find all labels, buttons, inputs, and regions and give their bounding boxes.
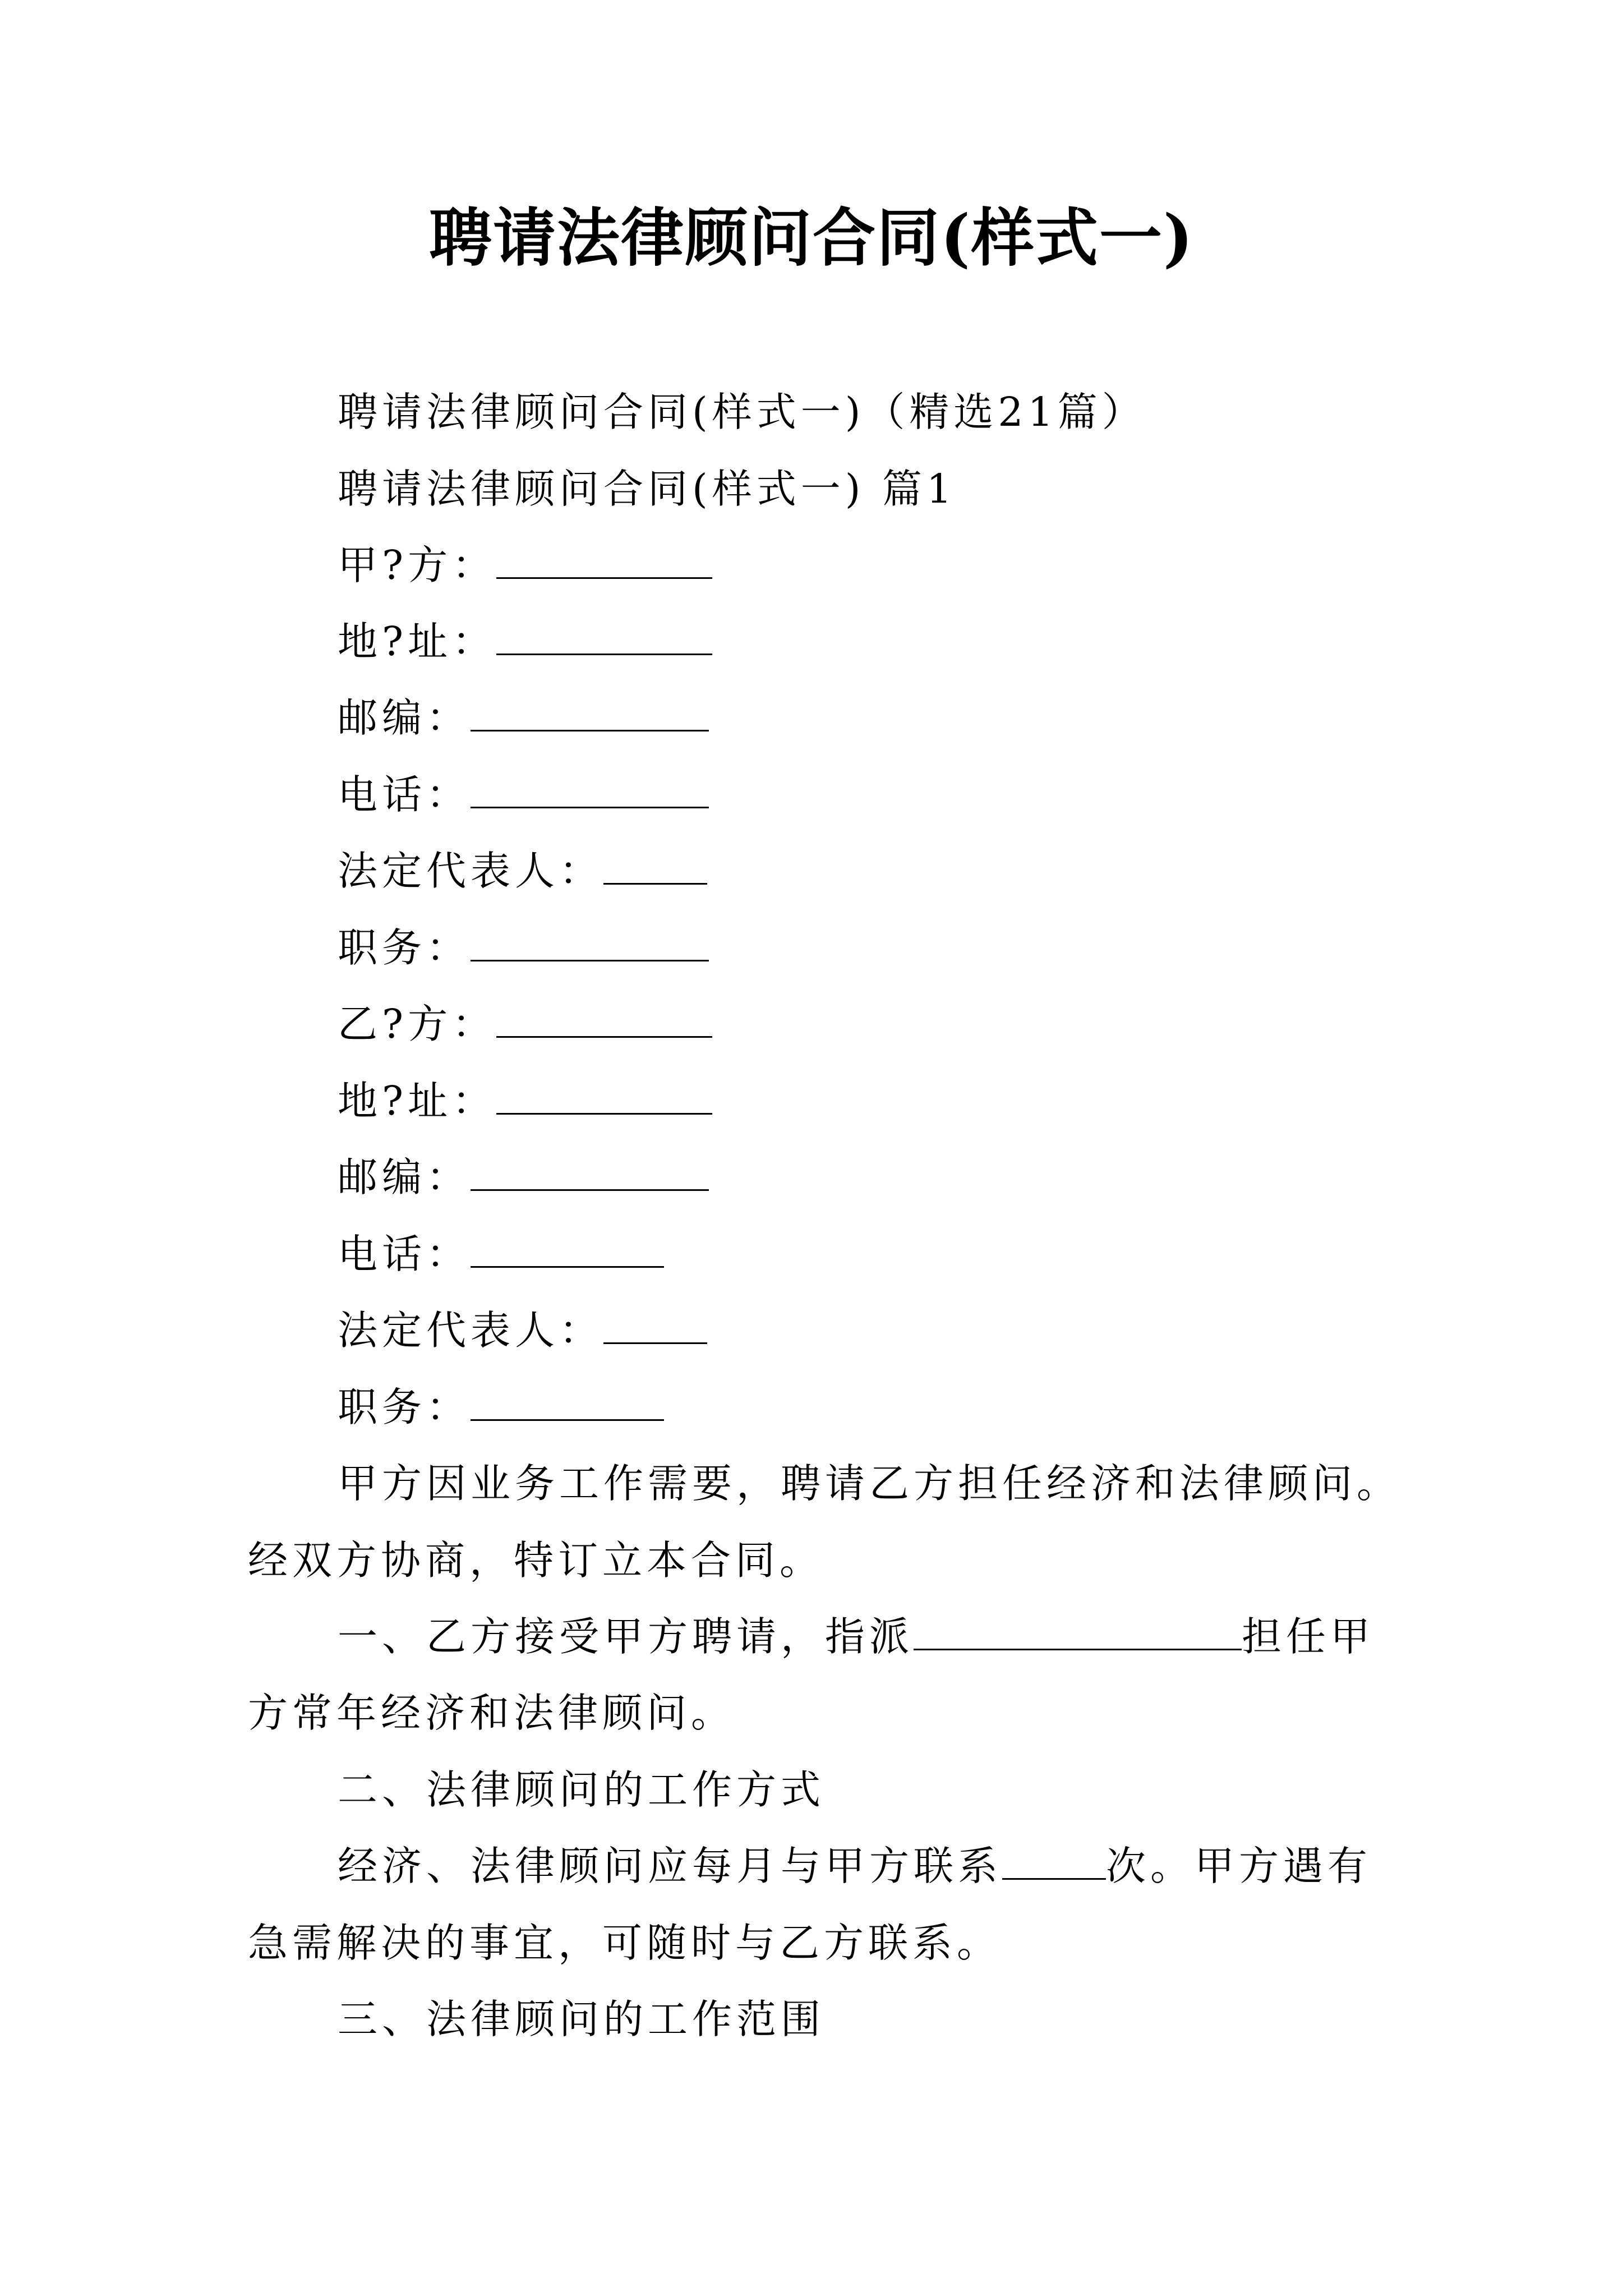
party-a-legal-rep-blank [603,852,707,885]
clause1-text-b: 担任甲 [1242,1613,1375,1660]
party-b-legal-rep-row [338,1303,707,1359]
clause1-line1 [338,1609,1375,1665]
party-b-name-blank [496,1005,712,1038]
party-a-name-blank [496,546,712,579]
party-b-address-label: 地?址： [338,1078,497,1124]
party-a-phone-row [338,767,709,823]
party-a-address-row [338,614,712,670]
party-b-name-row [338,996,712,1052]
party-a-position-blank [471,928,709,961]
clause2-heading: 二、法律顾问的工作方式 [338,1766,826,1813]
party-a-phone-blank [471,775,709,808]
party-a-name-row [338,537,712,593]
clause1-text-a: 一、乙方接受甲方聘请，指派 [338,1613,914,1660]
party-b-legal-rep-label: 法定代表人： [338,1307,604,1354]
document-title: 聘请法律顾问合同(样式一) [429,201,1194,275]
party-a-postcode-blank [471,698,709,731]
party-b-postcode-blank [471,1158,709,1191]
clause2-line1 [338,1838,1372,1894]
clause1-line2: 方常年经济和法律顾问。 [248,1690,736,1736]
party-b-address-blank [496,1082,712,1115]
party-a-postcode-row [338,690,709,746]
party-b-legal-rep-blank [603,1311,707,1344]
party-b-name-label: 乙?方： [338,1001,497,1047]
party-a-address-blank [496,622,712,655]
party-a-phone-label: 电话： [338,771,471,818]
party-b-address-row [338,1073,712,1129]
party-a-legal-rep-row [338,843,707,899]
party-b-postcode-label: 邮编： [338,1154,471,1200]
intro-paragraph-line2: 经双方协商，特订立本合同。 [248,1537,824,1584]
party-b-position-row [338,1379,664,1435]
clause2-blank [1002,1847,1106,1880]
party-a-name-label: 甲?方： [338,542,497,588]
party-a-position-row [338,920,709,976]
clause2-text-a: 经济、法律顾问应每月与甲方联系 [338,1843,1003,1889]
party-b-position-blank [471,1388,664,1421]
clause1-blank [914,1617,1242,1650]
clause2-line2: 急需解决的事宜，可随时与乙方联系。 [248,1920,1002,1966]
party-a-address-label: 地?址： [338,618,497,665]
party-b-phone-label: 电话： [338,1231,471,1277]
party-a-postcode-label: 邮编： [338,694,471,741]
party-a-legal-rep-label: 法定代表人： [338,848,604,894]
party-b-position-label: 职务： [338,1384,471,1430]
document-subtitle: 聘请法律顾问合同(样式一)（精选21篇） [338,389,1146,435]
party-b-postcode-row [338,1149,709,1205]
intro-paragraph-line1: 甲方因业务工作需要，聘请乙方担任经济和法律顾问。 [338,1460,1401,1507]
party-b-phone-row [338,1226,664,1282]
party-b-phone-blank [471,1235,664,1268]
party-a-position-label: 职务： [338,924,471,971]
clause2-text-b: 次。甲方遇有 [1106,1843,1372,1889]
clause3-heading: 三、法律顾问的工作范围 [338,1996,826,2042]
section-heading: 聘请法律顾问合同(样式一) 篇1 [338,466,957,512]
